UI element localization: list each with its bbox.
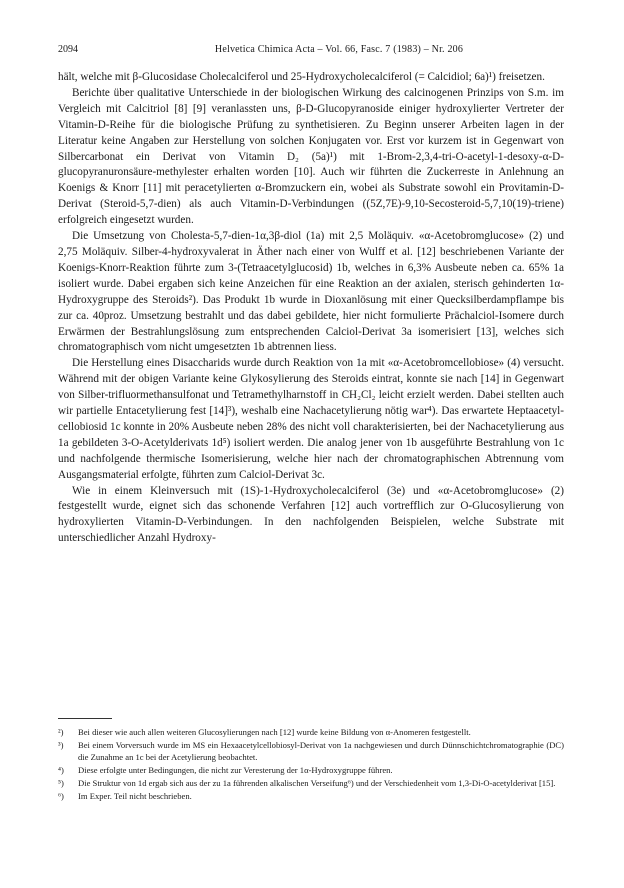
footnote-text: Bei einem Vorversuch wurde im MS ein Hexaacetylcellobiosyl-Derivat von 1a nachgewiesen und durch Dünnschichtchromatographie (DC) die Zunahme an 1c bei der Acetylierung beobachtet.: [78, 740, 564, 762]
paragraph-1: hält, welche mit β-Glucosidase Cholecalciferol und 25-Hydroxycholecalciferol (= Calcidiol; 6a)¹) freisetzen.: [58, 71, 545, 83]
running-head: Helvetica Chimica Acta – Vol. 66, Fasc. 7 (1983) – Nr. 206: [214, 44, 464, 55]
paragraph-5: Wie in einem Kleinversuch mit (1S)-1-Hydroxycholecalciferol (3e) und «α-Acetobromglucose» (2) festgestellt wurde, eignet sich das schonende Verfahren [12] auch vortrefflich zur O-Glucosylierung von hydroxylierten Vitamin-D-Verbindungen. In den nachfolgenden Beispielen, welche Substrate mit unterschiedlicher Anzahl Hydroxy-: [58, 484, 564, 545]
paragraph-4: Die Herstellung eines Disaccharids wurde durch Reaktion von 1a mit «α-Acetobromcellobiose» (4) versucht. Während mit der obigen Variante keine Glykosylierung des Steroids eintrat, konnte sie nach [14] in Gegenwart von Silber-trifluormethansulfonat und Tetramethylharnstoff in CH₂Cl₂ leicht erzielt werden. Dabei stellten auch wir partielle Entacetylierung fest [14]³), weshalb eine Nachacetylierung nötig war⁴). Das erwartete Heptaacetyl-cellobiosid 1c konnte in 20% Ausbeute neben 28% des nicht voll charakterisierten, bei der Nachacetylierung aus 1a gebildeten 3-O-Acetylderivats 1d⁵) isoliert werden. Die analog jener von 1b ausgeführte Bestrahlung von 1c und nachfolgende thermische Isomerisierung, welche hier nach der chromatographischen Abtrennung vom Ausgangsmaterial erfolgte, führten zum Calciol-Derivat 3c.: [58, 357, 564, 481]
footnote-mark: ²): [58, 727, 64, 737]
footnotes: [58, 727, 564, 805]
footnote-4: [58, 765, 564, 776]
paragraph-3: Die Umsetzung von Cholesta-5,7-dien-1α,3β-diol (1a) mit 2,5 Moläquiv. «α-Acetobromglucose» (2) und 2,75 Moläquiv. Silber-4-hydroxyvalerat in Äther nach einer von Wulff et al. [12] beschriebenen Variante der Koenigs-Knorr-Reaktion führte zum 3-(Tetraacetylglucosid) 1b, welches in 6,3% Ausbeute neben ca. 65% 1a isoliert wurde. Dabei ergaben sich keine Anzeichen für eine Reaktion an der axialen, sterisch gehinderten 1α-Hydroxygruppe des Steroids²). Das Produkt 1b wurde in Dioxanlösung mit einer Quecksilberdampflampe bis zur ca. 40proz. Umsetzung bestrahlt und das dabei gebildete, hier nicht formulierte Prächalciol-Isomere durch Erwärmen der Bestrahlungslösung zum entsprechenden Calciol-Derivat 3a isomerisiert [13], welches sich chromatographisch vom nicht umgesetzten 1b abtrennen liess.: [58, 230, 564, 354]
footnote-text: Diese erfolgte unter Bedingungen, die nicht zur Veresterung der 1α-Hydroxygruppe führen.: [78, 764, 393, 775]
footnote-5: [58, 778, 564, 789]
footnote-mark: ⁶): [58, 791, 64, 802]
page-header: [58, 44, 560, 56]
footnote-6: [58, 791, 564, 802]
footnote-text: Bei dieser wie auch allen weiteren Glucosylierungen nach [12] wurde keine Bildung von α-Anomeren festgestellt.: [78, 727, 471, 737]
footnote-3: [58, 740, 564, 763]
footnote-text: Im Exper. Teil nicht beschrieben.: [78, 791, 192, 802]
paragraph-2: Berichte über qualitative Unterschiede in der biologischen Wirkung des calcinogenen Prinzips von S.m. im Vergleich mit Calcitriol [8] [9] veranlassten uns, β-D-Glucopyranoside einiger hydroxylierter Vertreter der Vitamin-D-Reihe für die biologische Prüfung zu synthetisieren. Zu Beginn unserer Arbeiten lagen in der Literatur keine Angaben zur Herstellung von solchen Konjugaten vor. Erst vor kurzem ist in Gegenwart von Silbercarbonat ein Derivat von Vitamin D₂ (5a)¹) mit 1-Brom-2,3,4-tri-O-acetyl-1-desoxy-α-D-glucopyranuronsäure-methylester erhalten worden [10]. Auch wir führten die Zuckerreste in Anlehnung an Koenigs & Knorr [11] mit peracetylierten α-Bromzuckern ein, wobei als Substrate sowohl ein Provitamin-D-Derivat (Steroid-5,7-dien) als auch Vitamin-D-Verbindungen ((5Z,7E)-9,10-Secosteroid-5,7,10(19)-triene) erfolgreich eingesetzt wurden.: [58, 86, 564, 227]
footnote-mark: ⁴): [58, 764, 64, 775]
footnote-2: [58, 727, 564, 738]
footnote-rule: [58, 718, 112, 719]
footnote-mark: ³): [58, 740, 64, 751]
footnote-mark: ⁵): [58, 778, 64, 789]
footnote-text: Die Struktur von 1d ergab sich aus der zu 1a führenden alkalischen Verseifung⁶) und der Verschiedenheit vom 1,3-Di-O-acetylderivat [15].: [78, 778, 556, 789]
page-number: 2094: [58, 44, 78, 55]
body-text: [58, 70, 564, 547]
